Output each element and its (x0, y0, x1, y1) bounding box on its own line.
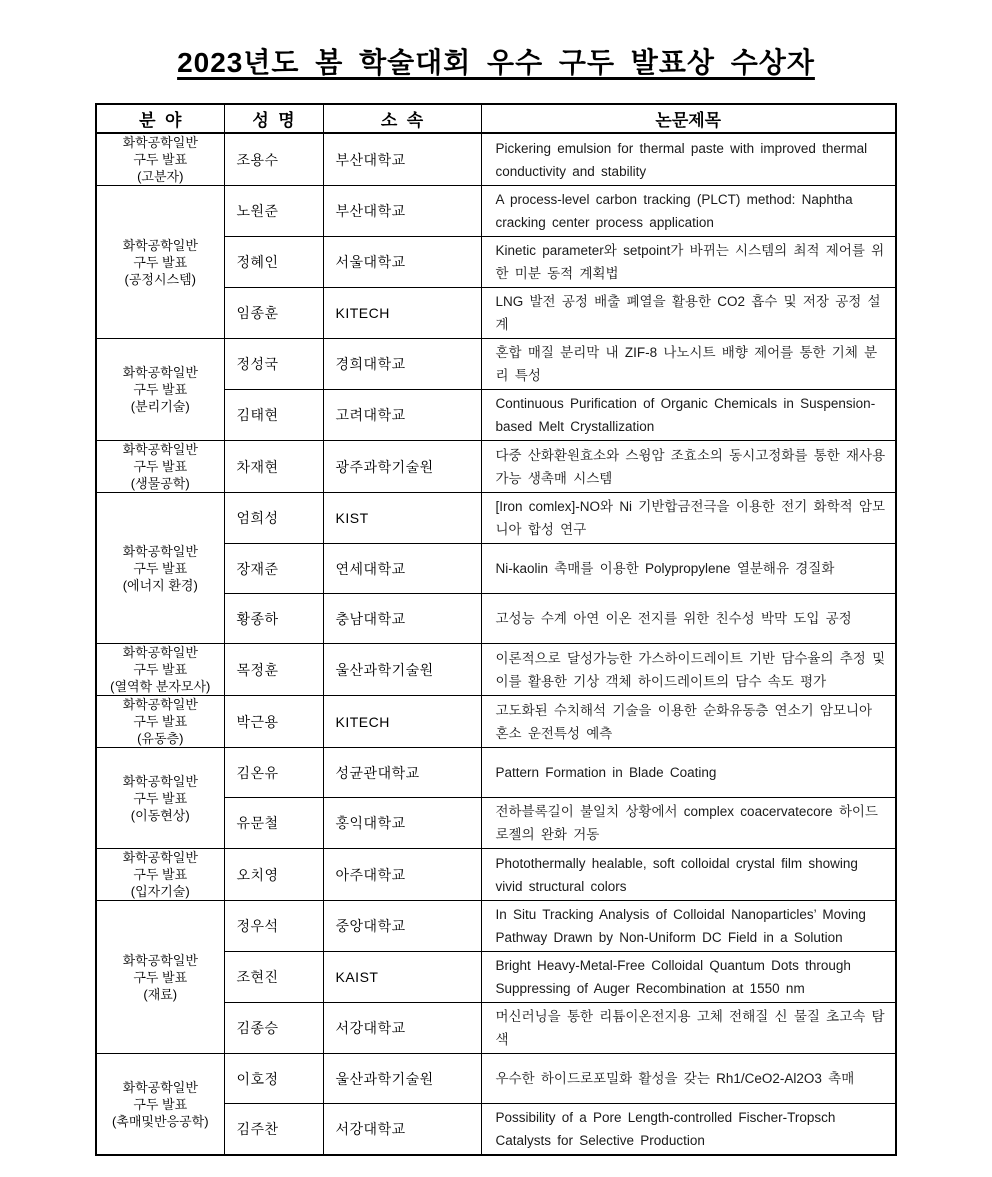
header-name: 성 명 (224, 104, 323, 133)
name-cell: 김온유 (224, 748, 323, 798)
paper-title-cell: 이론적으로 달성가능한 가스하이드레이트 기반 담수율의 추정 및 이를 활용한 기상 객체 하이드레이트의 담수 속도 평가 (481, 644, 896, 696)
field-line: 구두 발표 (133, 790, 188, 806)
table-row (96, 849, 896, 901)
affiliation-cell: 연세대학교 (323, 544, 481, 594)
field-line: (공정시스템) (124, 271, 196, 287)
table-row (96, 441, 896, 493)
paper-title-cell: A process-level carbon tracking (PLCT) method: Naphtha cracking center process application (481, 186, 896, 237)
field-line: 구두 발표 (133, 662, 188, 677)
affiliation-cell: KAIST (323, 952, 481, 1003)
affiliation-cell: 서울대학교 (323, 237, 481, 288)
field-line: 화학공학일반 (122, 773, 198, 789)
table-row (96, 1054, 896, 1104)
paper-title-cell: [Iron comlex]-NO와 Ni 기반합금전극을 이용한 전기 화학적 암모니아 합성 연구 (481, 493, 896, 544)
paper-title-cell: Kinetic parameter와 setpoint가 바뀌는 시스템의 최적 제어를 위한 미분 동적 계획법 (481, 237, 896, 288)
field-line: (고분자) (137, 169, 184, 184)
affiliation-cell: 울산과학기술원 (323, 644, 481, 696)
field-line: 구두 발표 (133, 254, 188, 270)
name-cell: 이호정 (224, 1054, 323, 1104)
table-row (96, 901, 896, 952)
affiliation-cell: 충남대학교 (323, 594, 481, 644)
field-cell (96, 696, 224, 748)
paper-title-cell: 다중 산화환원효소와 스윙암 조효소의 동시고정화를 통한 재사용 가능 생촉매 시스템 (481, 441, 896, 493)
affiliation-cell: 울산과학기술원 (323, 1054, 481, 1104)
name-cell: 노원준 (224, 186, 323, 237)
name-cell: 조용수 (224, 133, 323, 186)
paper-title-cell: 머신러닝을 통한 리튬이온전지용 고체 전해질 신 물질 초고속 탐색 (481, 1003, 896, 1054)
affiliation-cell: 경희대학교 (323, 339, 481, 390)
paper-title-cell: Pickering emulsion for thermal paste with improved thermal conductivity and stability (481, 133, 896, 186)
field-line: 화학공학일반 (122, 645, 198, 660)
table-row (96, 133, 896, 186)
affiliation-cell: 부산대학교 (323, 133, 481, 186)
paper-title-cell: In Situ Tracking Analysis of Colloidal Nanoparticles’ Moving Pathway Drawn by Non-Uniform DC Field in a Solution (481, 901, 896, 952)
name-cell: 김주찬 (224, 1104, 323, 1156)
affiliation-cell: KITECH (323, 696, 481, 748)
field-line: 화학공학일반 (122, 237, 198, 253)
field-line: 화학공학일반 (122, 442, 198, 457)
field-line: 구두 발표 (133, 1096, 188, 1112)
affiliation-cell: 아주대학교 (323, 849, 481, 901)
paper-title-cell: Pattern Formation in Blade Coating (481, 748, 896, 798)
name-cell: 목정훈 (224, 644, 323, 696)
paper-title-cell: 전하블록길이 불일치 상황에서 complex coacervatecore 하이드로젤의 완화 거동 (481, 798, 896, 849)
field-line: 구두 발표 (133, 867, 188, 882)
awards-table-body (96, 133, 896, 1155)
name-cell: 조현진 (224, 952, 323, 1003)
field-cell (96, 493, 224, 644)
affiliation-cell: 중앙대학교 (323, 901, 481, 952)
field-line: 화학공학일반 (122, 952, 198, 968)
table-row (96, 644, 896, 696)
table-row (96, 186, 896, 237)
field-cell (96, 339, 224, 441)
table-row (96, 339, 896, 390)
field-line: 구두 발표 (133, 969, 188, 985)
field-line: (유동층) (137, 731, 184, 746)
field-line: 화학공학일반 (122, 850, 198, 865)
name-cell: 오치영 (224, 849, 323, 901)
affiliation-cell: 서강대학교 (323, 1104, 481, 1156)
affiliation-cell: KITECH (323, 288, 481, 339)
affiliation-cell: 홍익대학교 (323, 798, 481, 849)
table-row (96, 748, 896, 798)
header-paper-title: 논문제목 (481, 104, 896, 133)
paper-title-cell: 혼합 매질 분리막 내 ZIF-8 나노시트 배향 제어를 통한 기체 분리 특성 (481, 339, 896, 390)
field-line: 구두 발표 (133, 382, 188, 397)
field-line: (생물공학) (130, 476, 190, 491)
field-line: 화학공학일반 (122, 697, 198, 712)
affiliation-cell: 서강대학교 (323, 1003, 481, 1054)
field-cell (96, 901, 224, 1054)
field-cell (96, 644, 224, 696)
field-line: (촉매및반응공학) (111, 1113, 209, 1129)
table-header-row (96, 104, 896, 133)
affiliation-cell: 성균관대학교 (323, 748, 481, 798)
field-line: 화학공학일반 (122, 1079, 198, 1095)
name-cell: 엄희성 (224, 493, 323, 544)
name-cell: 임종훈 (224, 288, 323, 339)
table-row (96, 696, 896, 748)
table-row (96, 493, 896, 544)
field-line: (입자기술) (130, 884, 190, 899)
field-cell (96, 133, 224, 186)
page-title: 2023년도 봄 학술대회 우수 구두 발표상 수상자 (177, 47, 815, 78)
field-line: 화학공학일반 (122, 135, 198, 150)
field-line: 화학공학일반 (122, 365, 198, 380)
header-affiliation: 소 속 (323, 104, 481, 133)
name-cell: 유문철 (224, 798, 323, 849)
affiliation-cell: 광주과학기술원 (323, 441, 481, 493)
field-line: 구두 발표 (133, 560, 188, 576)
paper-title-cell: Bright Heavy-Metal-Free Colloidal Quantum Dots through Suppressing of Auger Recombination at 1550 nm (481, 952, 896, 1003)
paper-title-cell: Continuous Purification of Organic Chemicals in Suspension-based Melt Crystallization (481, 390, 896, 441)
paper-title-cell: LNG 발전 공정 배출 폐열을 활용한 CO2 흡수 및 저장 공정 설계 (481, 288, 896, 339)
field-line: 구두 발표 (133, 714, 188, 729)
field-line: 구두 발표 (133, 459, 188, 474)
name-cell: 정우석 (224, 901, 323, 952)
paper-title-cell: Possibility of a Pore Length-controlled Fischer-Tropsch Catalysts for Selective Production (481, 1104, 896, 1156)
name-cell: 박근용 (224, 696, 323, 748)
name-cell: 황종하 (224, 594, 323, 644)
name-cell: 장재준 (224, 544, 323, 594)
field-cell (96, 748, 224, 849)
paper-title-cell: 고성능 수계 아연 이온 전지를 위한 친수성 박막 도입 공정 (481, 594, 896, 644)
name-cell: 정혜인 (224, 237, 323, 288)
name-cell: 차재현 (224, 441, 323, 493)
field-line: 구두 발표 (133, 152, 188, 167)
paper-title-cell: 우수한 하이드로포밀화 활성을 갖는 Rh1/CeO2-Al2O3 촉매 (481, 1054, 896, 1104)
affiliation-cell: 부산대학교 (323, 186, 481, 237)
name-cell: 김태현 (224, 390, 323, 441)
affiliation-cell: 고려대학교 (323, 390, 481, 441)
field-cell (96, 186, 224, 339)
field-cell (96, 441, 224, 493)
paper-title-cell: 고도화된 수치해석 기술을 이용한 순화유동층 연소기 암모니아 혼소 운전특성 예측 (481, 696, 896, 748)
field-line: (열역학 분자모사) (110, 679, 211, 694)
field-line: (이동현상) (130, 807, 190, 823)
name-cell: 정성국 (224, 339, 323, 390)
header-field: 분 야 (96, 104, 224, 133)
paper-title-cell: Ni-kaolin 촉매를 이용한 Polypropylene 열분해유 경질화 (481, 544, 896, 594)
affiliation-cell: KIST (323, 493, 481, 544)
name-cell: 김종승 (224, 1003, 323, 1054)
field-line: (에너지 환경) (122, 577, 198, 593)
field-line: (재료) (143, 986, 178, 1002)
field-cell (96, 1054, 224, 1156)
paper-title-cell: Photothermally healable, soft colloidal crystal film showing vivid structural colors (481, 849, 896, 901)
field-cell (96, 849, 224, 901)
field-line: (분리기술) (130, 399, 190, 414)
awards-table (95, 103, 897, 1156)
field-line: 화학공학일반 (122, 543, 198, 559)
